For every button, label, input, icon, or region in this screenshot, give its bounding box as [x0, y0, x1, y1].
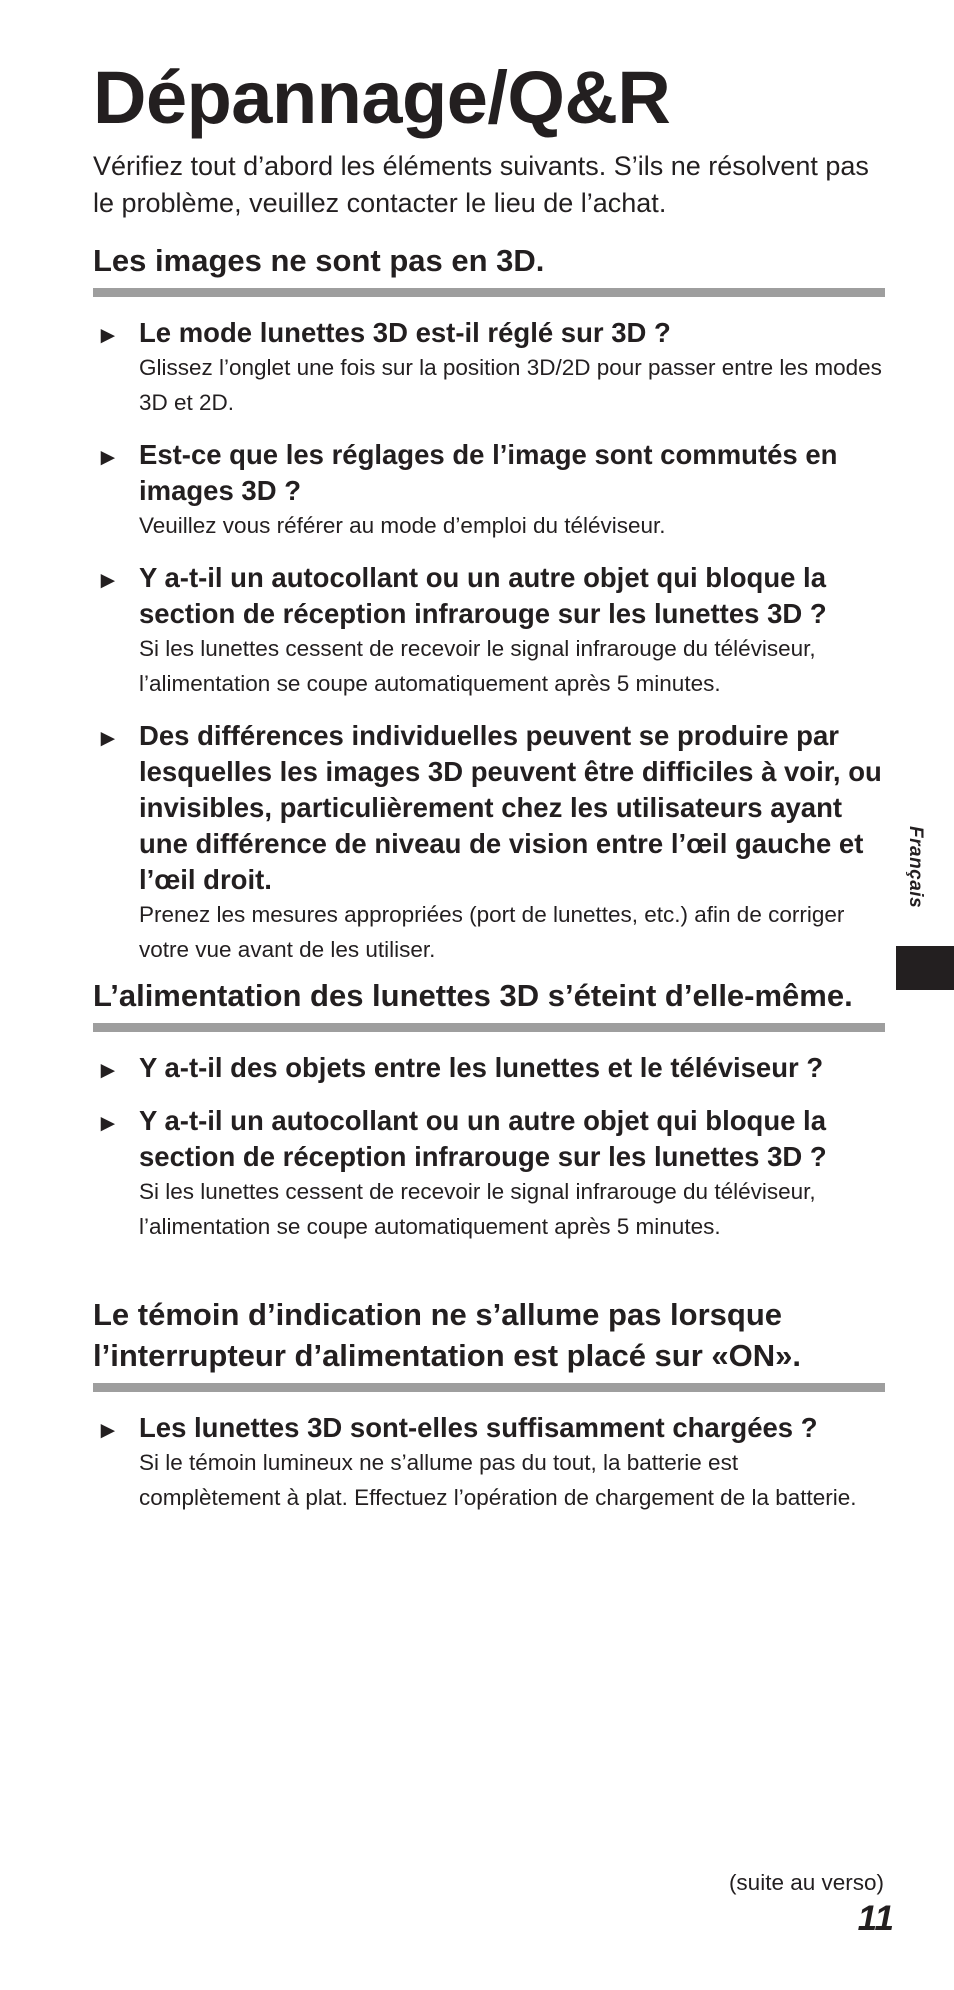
arrow-bullet-icon: ►	[96, 1417, 120, 1444]
question-text: Les lunettes 3D sont-elles suffisamment chargées ?	[139, 1412, 818, 1443]
question-text: Y a-t-il un autocollant ou un autre objet qui bloque la section de réception infrarouge sur les lunettes 3D ?	[139, 1105, 827, 1172]
section-auto-power-off	[93, 975, 885, 1244]
question-item	[93, 315, 885, 420]
section-indicator-not-lit	[93, 1294, 885, 1515]
page-number: 11	[857, 1899, 894, 1938]
section-heading: Le témoin d’indication ne s’allume pas lorsque l’interrupteur d’alimentation est placé sur «ON».	[93, 1294, 885, 1392]
arrow-bullet-icon: ►	[96, 1057, 120, 1084]
page-title: Dépannage/Q&R	[93, 56, 671, 139]
language-tab-marker	[896, 946, 954, 990]
arrow-bullet-icon: ►	[96, 1110, 120, 1137]
question-list	[93, 1050, 885, 1244]
question-item	[93, 1103, 885, 1244]
answer-text: Si les lunettes cessent de recevoir le signal infrarouge du téléviseur, l’alimentation se coupe automatiquement après 5 minutes.	[139, 1179, 816, 1239]
question-text: Le mode lunettes 3D est-il réglé sur 3D ?	[139, 317, 671, 348]
answer-text: Prenez les mesures appropriées (port de lunettes, etc.) afin de corriger votre vue avant de les utiliser.	[139, 902, 845, 962]
question-text: Y a-t-il des objets entre les lunettes et le téléviseur ?	[139, 1052, 824, 1083]
continued-note: (suite au verso)	[728, 1870, 884, 1895]
arrow-bullet-icon: ►	[96, 322, 120, 349]
arrow-bullet-icon: ►	[96, 567, 120, 594]
language-tab-label: Français	[905, 826, 926, 909]
answer-text: Si le témoin lumineux ne s’allume pas du tout, la batterie est complètement à plat. Effectuez l’opération de chargement de la batterie.	[139, 1450, 857, 1510]
section-heading: L’alimentation des lunettes 3D s’éteint d’elle-même.	[93, 975, 885, 1032]
question-list	[93, 1410, 885, 1515]
section-heading: Les images ne sont pas en 3D.	[93, 240, 885, 297]
answer-text: Veuillez vous référer au mode d’emploi du téléviseur.	[139, 513, 666, 538]
section-images-not-3d	[93, 240, 885, 967]
question-text: Est-ce que les réglages de l’image sont commutés en images 3D ?	[139, 439, 838, 506]
answer-text: Si les lunettes cessent de recevoir le signal infrarouge du téléviseur, l’alimentation se coupe automatiquement après 5 minutes.	[139, 636, 816, 696]
question-text: Y a-t-il un autocollant ou un autre objet qui bloque la section de réception infrarouge sur les lunettes 3D ?	[139, 562, 827, 629]
question-item	[93, 560, 885, 701]
question-text: Des différences individuelles peuvent se produire par lesquelles les images 3D peuvent être difficiles à voir, ou invisibles, particulièrement chez les utilisateurs ayant une différence de niveau de vision entre l’œil gauche et l’œil droit.	[139, 720, 882, 895]
question-item	[93, 718, 885, 967]
question-item	[93, 1410, 885, 1515]
arrow-bullet-icon: ►	[96, 725, 120, 752]
answer-text: Glissez l’onglet une fois sur la position 3D/2D pour passer entre les modes 3D et 2D.	[139, 355, 882, 415]
arrow-bullet-icon: ►	[96, 444, 120, 471]
intro-paragraph: Vérifiez tout d’abord les éléments suivants. S’ils ne résolvent pas le problème, veuillez contacter le lieu de l’achat.	[93, 151, 869, 218]
question-item	[93, 1050, 885, 1086]
question-list	[93, 315, 885, 967]
question-item	[93, 437, 885, 543]
